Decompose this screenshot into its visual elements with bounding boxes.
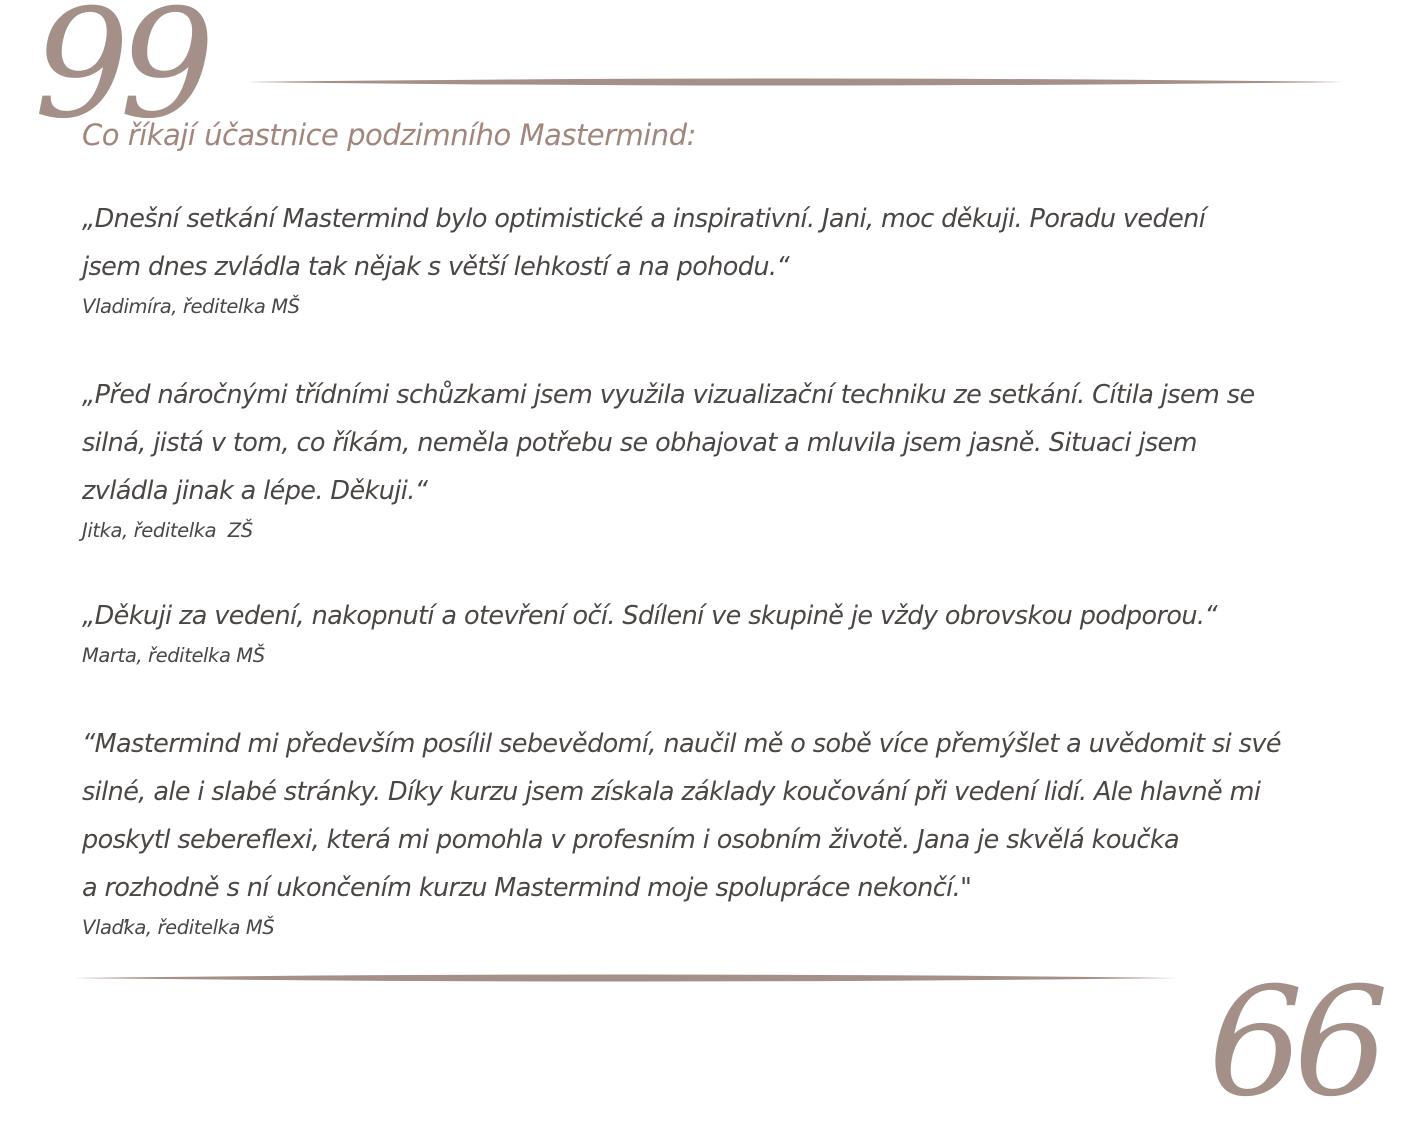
testimonial-4 [82,720,1332,939]
testimonial-2 [82,371,1332,542]
testimonial-quote: „Dnešní setkání Mastermind bylo optimistické a inspirativní. Jani, moc děkuji. Poradu vedení jsem dnes zvládla tak nějak s větší lehkostí a na pohodu.“ [82,204,1206,282]
testimonial-quote: „Děkuji za vedení, nakopnutí a otevření očí. Sdílení ve skupině je vždy obrovskou podporou.“ [82,601,1218,631]
bottom-divider [70,970,1180,986]
testimonial-author: Marta, ředitelka MŠ [82,644,265,667]
top-divider [248,74,1348,90]
close-quote-mark-icon: 66 [1208,956,1379,1130]
testimonial-3 [82,592,1332,667]
testimonial-quote: “Mastermind mi především posílil sebevědomí, naučil mě o sobě více přemýšlet a uvědomit si své silné, ale i slabé stránky. Díky kurzu jsem získala základy koučování při vedení lidí. Ale hlavně mi poskytl sebereflexi, která mi pomohla v profesním i osobním životě. Jana je skvělá koučka a rozhodně s ní ukončením kurzu Mastermind moje spolupráce nekončí." [82,729,1281,903]
page-heading: Co říkají účastnice podzimního Mastermind: [82,118,696,152]
open-quote-mark-icon: 99 [34,0,205,152]
testimonial-quote: „Před náročnými třídními schůzkami jsem využila vizualizační techniku ze setkání. Cítila jsem se silná, jistá v tom, co říkám, neměla potřebu se obhajovat a mluvila jsem jasně. Situaci jsem zvládla jinak a lépe. Děkuji.“ [82,380,1255,506]
testimonial-author: Vladimíra, ředitelka MŠ [82,295,300,318]
testimonial-author: Jitka, ředitelka ZŠ [82,519,253,542]
testimonial-1 [82,195,1332,318]
testimonial-author: Vlaďka, ředitelka MŠ [82,916,275,939]
